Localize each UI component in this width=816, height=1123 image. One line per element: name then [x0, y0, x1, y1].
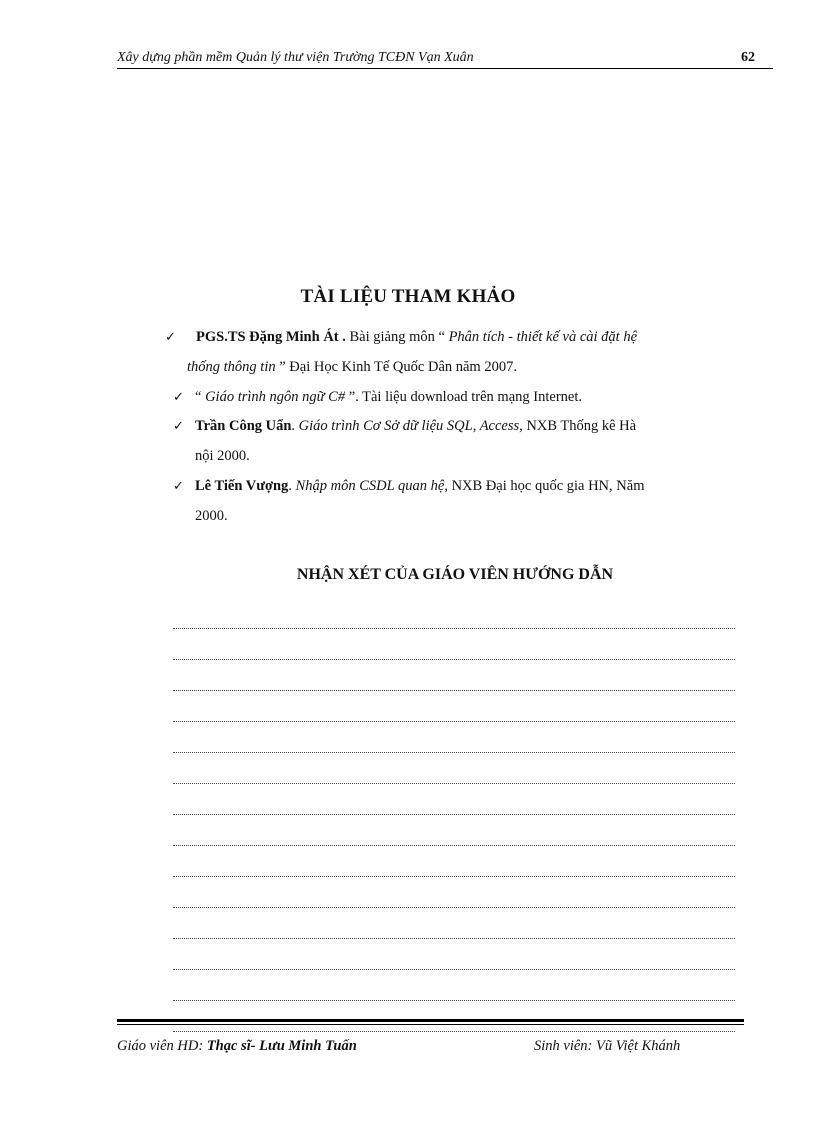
student-credit: Sinh viên: Vũ Việt Khánh	[534, 1038, 681, 1054]
reference-text: , NXB Đại học quốc gia HN, Năm	[444, 478, 645, 494]
reference-text: , NXB Thống kê Hà	[519, 418, 637, 434]
check-icon: ✓	[173, 390, 184, 405]
dotted-line	[173, 877, 735, 908]
check-icon: ✓	[173, 479, 184, 494]
reference-item	[195, 382, 582, 412]
reference-title: Nhập môn CSDL quan hệ	[295, 478, 445, 494]
check-icon: ✓	[173, 419, 184, 434]
reference-text: .	[288, 478, 296, 494]
reference-item-continuation	[195, 441, 250, 471]
reference-text: .	[291, 418, 299, 434]
reference-item-continuation	[187, 352, 517, 382]
reference-title: thống thông tin	[187, 359, 276, 375]
reference-text: 2000.	[195, 508, 228, 524]
review-heading: NHẬN XÉT CỦA GIÁO VIÊN HƯỚNG DẪN	[296, 566, 614, 583]
page-number: 62	[741, 50, 755, 65]
reference-item	[196, 322, 637, 352]
reference-title: Giáo trình ngôn ngữ C#	[205, 389, 346, 405]
reference-text: ” Đại Học Kinh Tế Quốc Dân năm 2007.	[275, 359, 517, 375]
reference-author: PGS.TS Đặng Minh Át .	[196, 329, 346, 345]
advisor-name: Thạc sĩ- Lưu Minh Tuấn	[206, 1038, 357, 1054]
footer-divider	[117, 1019, 744, 1022]
reference-text: Bài giảng môn “	[345, 329, 449, 345]
header-title: Xây dựng phần mềm Quản lý thư viện Trường TCĐN Vạn Xuân	[117, 50, 474, 65]
page-header	[117, 50, 773, 69]
dotted-line	[173, 908, 735, 939]
advisor-credit	[117, 1038, 357, 1055]
reference-title: Phân tích - thiết kế và cài đặt hệ	[448, 329, 638, 345]
dotted-line	[173, 846, 735, 877]
dotted-line	[173, 1001, 735, 1032]
dotted-line	[173, 691, 735, 722]
dotted-line	[173, 660, 735, 691]
dotted-line	[173, 722, 735, 753]
review-writing-area	[173, 598, 735, 1032]
reference-item-continuation	[195, 501, 228, 531]
check-icon: ✓	[165, 330, 176, 345]
reference-item	[195, 411, 636, 441]
dotted-line	[173, 753, 735, 784]
references-heading: TÀI LIỆU THAM KHẢO	[300, 286, 516, 307]
reference-item	[195, 471, 644, 501]
footer-divider	[117, 1024, 744, 1025]
reference-author: Lê Tiến Vượng	[195, 478, 289, 494]
advisor-label: Giáo viên HD	[117, 1038, 199, 1054]
reference-author: Trần Công Uẩn	[195, 418, 292, 434]
dotted-line	[173, 598, 735, 629]
dotted-line	[173, 784, 735, 815]
reference-text: “	[195, 389, 206, 405]
advisor-separator: :	[198, 1038, 207, 1054]
reference-title: Giáo trình Cơ Sở dữ liệu SQL, Access	[298, 418, 520, 434]
dotted-line	[173, 629, 735, 660]
reference-text: ”. Tài liệu download trên mạng Internet.	[345, 389, 582, 405]
dotted-line	[173, 970, 735, 1001]
reference-text: nội 2000.	[195, 448, 250, 464]
dotted-line	[173, 815, 735, 846]
dotted-line	[173, 939, 735, 970]
